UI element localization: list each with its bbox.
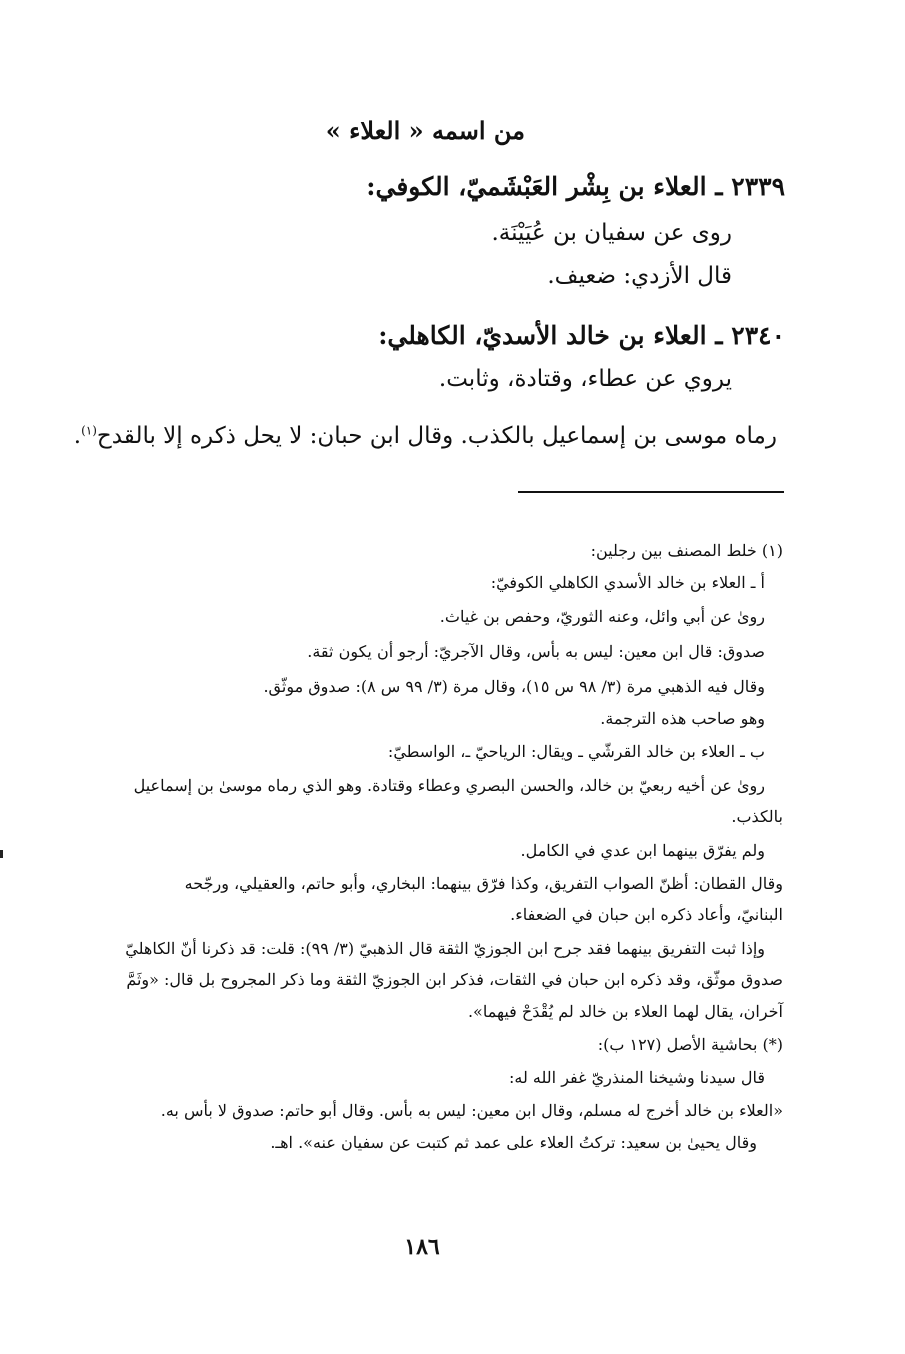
footnote-ref-1: (١) <box>81 423 97 438</box>
entry-2340-line-2-text: رماه موسى بن إسماعيل بالكذب. وقال ابن حبان: لا يحل ذكره إلا بالقدح <box>96 423 777 449</box>
footnote-line: صدوق: قال ابن معين: ليس به بأس، وقال الآجريّ: أرجو أن يكون ثقة. <box>307 642 765 661</box>
footnote-line: وهو صاحب هذه الترجمة. <box>600 709 765 728</box>
scan-edge-mark <box>0 850 3 858</box>
entry-2340-line-1: يروي عن عطاء، وقتادة، وثابت. <box>438 366 732 392</box>
footnote-line: «العلاء بن خالد أخرج له مسلم، وقال ابن معين: ليس به بأس. وقال أبو حاتم: صدوق لا بأس به. <box>160 1101 783 1120</box>
page-number: ١٨٦ <box>404 1234 440 1260</box>
section-heading: من اسمه « العلاء » <box>325 116 525 145</box>
footnote-line: قال سيدنا وشيخنا المنذريّ غفر الله له: <box>509 1068 765 1087</box>
footnote-line: روىٰ عن أبي وائل، وعنه الثوريّ، وحفص بن غياث. <box>439 607 765 626</box>
entry-2339-line-1: روى عن سفيان بن عُيَيْنَة. <box>491 220 732 246</box>
footnote-line: ب ـ العلاء بن خالد القرشّي ـ ويقال: الرياحيّ ـ، الواسطيّ: <box>387 742 765 761</box>
footnote-line: (*) بحاشية الأصل (١٢٧ ب): <box>597 1035 783 1054</box>
entry-2339-heading: ٢٣٣٩ ـ العلاء بن بِشْر العَبْشَميّ، الكوفي: <box>366 172 785 201</box>
footnote-line: وقال القطان: أظنّ الصواب التفريق، وكذا فرّق بينهما: البخاري، وأبو حاتم، والعقيلي، ورجّحه <box>184 874 783 893</box>
footnote-line: وإذا ثبت التفريق بينهما فقد جرح ابن الجوزيّ الثقة قال الذهبيّ (٣/ ٩٩): قلت: قد ذكرنا أنّ الكاهليّ <box>125 939 765 958</box>
footnote-separator <box>518 491 784 493</box>
footnote-line: وقال يحيىٰ بن سعيد: تركتُ العلاء على عمد ثم كتبت عن سفيان عنه». اهـ. <box>270 1133 757 1152</box>
entry-2340-line-2: رماه موسى بن إسماعيل بالكذب. وقال ابن حبان: لا يحل ذكره إلا بالقدح$^{(١)}$. <box>73 423 777 449</box>
footnote-line: روىٰ عن أخيه ربعيّ بن خالد، والحسن البصري وعطاء وقتادة. وهو الذي رماه موسىٰ بن إسماعيل <box>133 776 765 795</box>
footnote-line: ولم يفرّق بينهما ابن عدي في الكامل. <box>520 841 765 860</box>
footnote-line: البنانيّ، وأعاد ذكره ابن حبان في الضعفاء. <box>510 905 783 924</box>
footnote-line: أ ـ العلاء بن خالد الأسدي الكاهلي الكوفيّ: <box>490 573 765 592</box>
footnote-line: وقال فيه الذهبي مرة (٣/ ٩٨ س ١٥)، وقال مرة (٣/ ٩٩ س ٨): صدوق موثّق. <box>263 677 765 696</box>
entry-2339-line-2: قال الأزدي: ضعيف. <box>547 263 732 289</box>
footnote-line: آخران، يقال لهما العلاء بن خالد لم يُقْدَحْ فيهما». <box>467 1002 783 1021</box>
footnote-line: بالكذب. <box>731 807 783 826</box>
footnote-line: (١) خلط المصنف بين رجلين: <box>590 541 783 560</box>
footnote-line: صدوق موثّق، وقد ذكره ابن حبان في الثقات، فذكر ابن الجوزيّ الثقة وما ذكر المجروح بل قال: «وثَمَّ <box>126 970 783 989</box>
entry-2340-heading: ٢٣٤٠ ـ العلاء بن خالد الأسديّ، الكاهلي: <box>378 321 785 350</box>
